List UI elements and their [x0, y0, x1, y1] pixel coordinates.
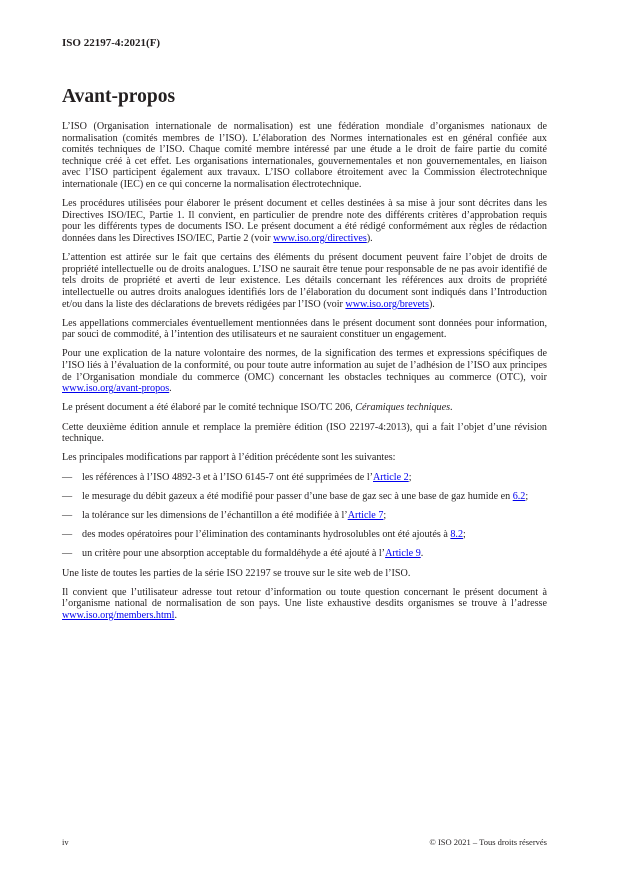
text: ; [408, 471, 412, 483]
text: ). [428, 298, 435, 310]
list-item [62, 491, 547, 503]
paragraph: Les appellations commerciales éventuellement mentionnées dans le présent document sont données pour information, par souci de commodité, à l’intention des utilisateurs et ne sauraient constituer un engagement. [62, 317, 547, 341]
paragraph [62, 587, 547, 622]
paragraph [62, 402, 547, 414]
reference-link[interactable]: 8.2 [450, 529, 464, 541]
list-item [62, 548, 547, 560]
reference-link[interactable]: Article 2 [373, 471, 409, 483]
paragraph: Les principales modifications par rapport à l’édition précédente sont les suivantes: [62, 452, 396, 464]
members-link[interactable]: www.iso.org/members.html [62, 609, 175, 621]
text: ; [383, 509, 387, 521]
page-number: iv [62, 837, 69, 847]
text: Pour une explication de la nature volontaire des normes, de la signification des termes et expressions spécifiques de l’ISO liés à l’évaluation de la conformité, ou pour toute autre information au sujet de l’adhésion de l’ISO aux principes de l’Organisation mondiale du commerce (OMC) concernant les obstacles techniques au commerce (OTC), voir [62, 348, 547, 383]
brevets-link[interactable]: www.iso.org/brevets [345, 298, 429, 310]
text: un critère pour une absorption acceptable du formaldéhyde a été ajouté à l’ [82, 548, 386, 560]
text: ; [525, 490, 529, 502]
paragraph: Une liste de toutes les parties de la série ISO 22197 se trouve sur le site web de l’ISO. [62, 567, 411, 579]
text: . [174, 609, 178, 621]
reference-link[interactable]: Article 9 [385, 548, 421, 560]
text: Les procédures utilisées pour élaborer le présent document et celles destinées à sa mise à jour sont décrites dans les Directives ISO/IEC, Partie 1. Il convient, en particulier de prendre note des différents critères d’approbation requis pour les différents types de documents ISO. Le présent document a été rédigé conformément aux règles de rédaction données dans les Directives ISO/IEC, Partie 2 (voir [62, 198, 547, 244]
paragraph: L’ISO (Organisation internationale de normalisation) est une fédération mondiale d’organismes nationaux de normalisation (comités membres de l’ISO). L’élaboration des Normes internationales est en général confiée aux comités techniques de l’ISO. Chaque comité membre intéressé par une étude a le droit de faire partie du comité technique créé à cet effet. Les organisations internationales, gouvernementales et non gouvernementales, en liaison avec l’ISO participent également aux travaux. L’ISO collabore étroitement avec la Commission électrotechnique internationale (IEC) en ce qui concerne la normalisation électrotechnique. [62, 121, 547, 190]
list-item-text [82, 510, 547, 522]
dash: — [62, 548, 73, 560]
text: les références à l’ISO 4892-3 et à l’ISO 6145-7 ont été supprimées de l’ [82, 471, 373, 483]
paragraph [62, 198, 547, 244]
paragraph [62, 252, 547, 310]
document-id: ISO 22197-4:2021(F) [62, 37, 161, 49]
list-item-text [82, 491, 547, 503]
list-item-text [82, 529, 547, 541]
avant-propos-link[interactable]: www.iso.org/avant-propos [62, 383, 170, 395]
text: le mesurage du débit gazeux a été modifié pour passer d’une base de gaz sec à une base de gaz humide en [82, 490, 513, 502]
paragraph: Cette deuxième édition annule et remplace la première édition (ISO 22197-4:2013), qui a fait l’objet d’une révision technique. [62, 421, 547, 445]
list-item-text [82, 472, 547, 484]
changes-list [62, 472, 547, 560]
list-item [62, 529, 547, 541]
dash: — [62, 490, 73, 502]
list-item [62, 472, 547, 484]
page-title: Avant-propos [62, 86, 176, 107]
text: Il convient que l’utilisateur adresse tout retour d’information ou toute question concernant le présent document à l’organisme national de normalisation de son pays. Une liste exhaustive desdits organismes se trouve à l’adresse [62, 586, 547, 610]
copyright: © ISO 2021 – Tous droits réservés [429, 837, 547, 847]
committee-title: Céramiques techniques [355, 402, 451, 414]
text: . [420, 548, 424, 560]
text: la tolérance sur les dimensions de l’échantillon a été modifiée à l’ [82, 509, 348, 521]
dash: — [62, 471, 73, 483]
document-body [62, 121, 547, 629]
paragraph [62, 348, 547, 394]
text: . [450, 402, 453, 414]
directives-link[interactable]: www.iso.org/directives [273, 232, 367, 244]
text: ; [463, 529, 466, 541]
text: des modes opératoires pour l’élimination des contaminants hydrosolubles ont été ajoutés à [82, 529, 451, 541]
dash: — [62, 529, 73, 541]
text: ). [366, 232, 373, 244]
reference-link[interactable]: Article 7 [347, 509, 384, 521]
text: Le présent document a été élaboré par le comité technique ISO/TC 206, [62, 402, 356, 414]
dash: — [62, 509, 73, 521]
text: L’attention est attirée sur le fait que certains des éléments du présent document peuvent faire l’objet de droits de propriété intellectuelle ou de droits analogues. L’ISO ne saurait être tenue pour responsable de ne pas avoir identifié de tels droits de propriété et averti de leur existence. Les détails concernant les références aux droits de propriété intellectuelle ou autres droits analogues identifiés lors de l’élaboration du document sont indiqués dans l’Introduction et/ou dans la liste des déclarations de brevets rédigées par l’ISO (voir [62, 252, 547, 310]
list-item [62, 510, 547, 522]
list-item-text [82, 548, 547, 560]
text: . [169, 383, 172, 395]
reference-link[interactable]: 6.2 [512, 490, 526, 502]
